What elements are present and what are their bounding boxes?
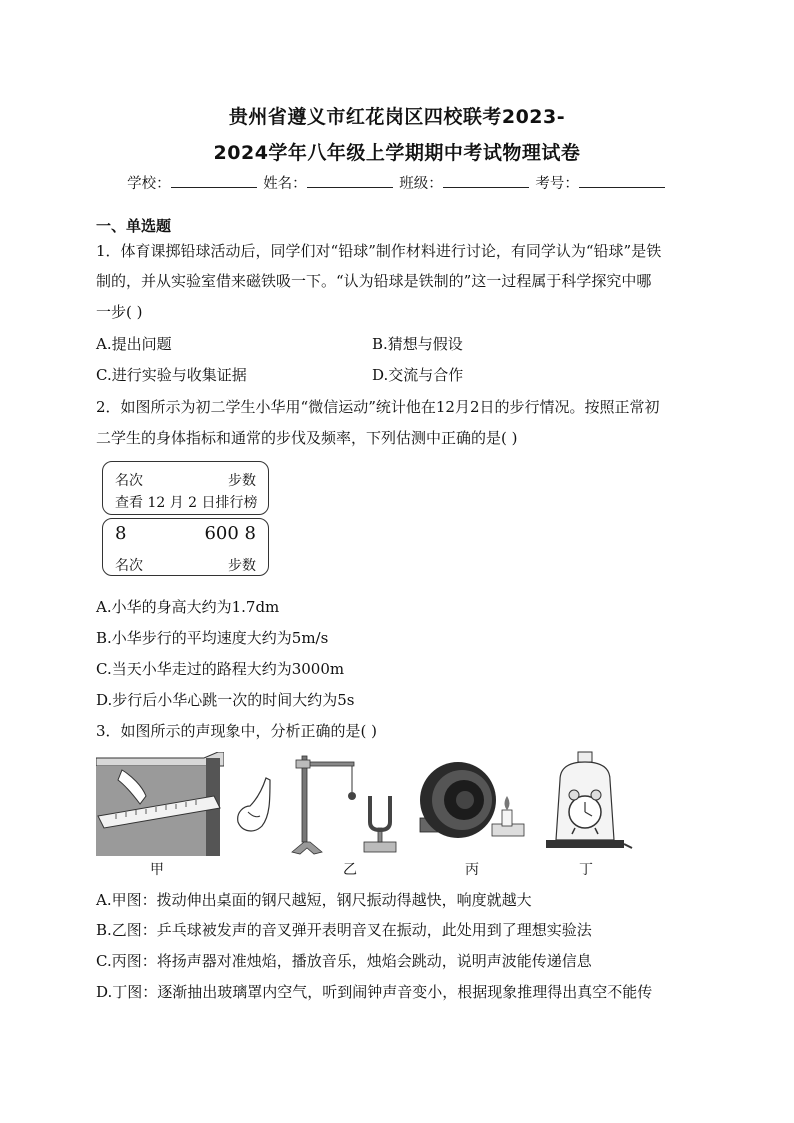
- q2-option-d: D.步行后小华心跳一次的时间大约为5s: [96, 691, 355, 709]
- q1-option-d: D.交流与合作: [372, 366, 464, 384]
- q1-option-a: A.提出问题: [96, 335, 172, 353]
- q1-option-b: B.猜想与假设: [372, 335, 463, 353]
- caption-jia: 甲: [150, 862, 164, 878]
- title-line-2: 2024学年八年级上学期期中考试物理试卷: [213, 142, 581, 164]
- name-label: 姓名：: [263, 176, 307, 192]
- caption-yi: 乙: [343, 862, 357, 878]
- q2-option-a: A.小华的身高大约为1.7dm: [96, 598, 280, 616]
- box2-steps-label: 步数: [228, 558, 256, 574]
- q1-line-2: 制的，并从实验室借来磁铁吸一下。“认为铅球是铁制的”这一过程属于科学探究中哪: [96, 272, 652, 290]
- caption-ding: 丁: [579, 862, 593, 878]
- q1-line-3: 一步( ): [96, 303, 143, 321]
- q1-line-1: 1．体育课掷铅球活动后，同学们对“铅球”制作材料进行讨论，有同学认为“铅球”是铁: [96, 242, 662, 260]
- section-heading: 一、单选题: [96, 217, 172, 235]
- box2-rank-label: 名次: [115, 558, 143, 574]
- student-info-line: [0, 172, 794, 193]
- q3-option-d: D.丁图：逐渐抽出玻璃罩内空气，听到闹钟声音变小，根据现象推理得出真空不能传: [96, 983, 653, 1001]
- exam-no-blank: [579, 173, 665, 188]
- school-blank: [171, 173, 257, 188]
- figure-ding-bell-jar-illustration: [540, 748, 636, 858]
- class-blank: [443, 173, 529, 188]
- exam-no-label: 考号：: [535, 176, 579, 192]
- title-line-1: 贵州省遵义市红花岗区四校联考2023-: [228, 106, 566, 128]
- box1-rank-label: 名次: [115, 473, 143, 489]
- figure-jia-ruler-illustration: [96, 752, 224, 856]
- figure-jia-finger-icon: [226, 776, 286, 836]
- q2-line-1: 2．如图所示为初二学生小华用“微信运动”统计他在12月2日的步行情况。按照正常初: [96, 398, 660, 416]
- ranking-box-bottom: [102, 518, 269, 576]
- q2-line-2: 二学生的身体指标和通常的步伐及频率，下列估测中正确的是( ): [96, 429, 518, 447]
- q3-option-a: A.甲图：拨动伸出桌面的钢尺越短，钢尺振动得越快，响度就越大: [96, 891, 532, 909]
- figure-yi-tuning-fork-illustration: [290, 752, 402, 858]
- q3-option-c: C.丙图：将扬声器对准烛焰，播放音乐，烛焰会跳动，说明声波能传递信息: [96, 952, 592, 970]
- rank-value: 8: [115, 523, 127, 544]
- q1-option-c: C.进行实验与收集证据: [96, 366, 247, 384]
- q2-option-b: B.小华步行的平均速度大约为5m/s: [96, 629, 329, 647]
- q2-option-c: C.当天小华走过的路程大约为3000m: [96, 660, 345, 678]
- figure-bing-speaker-candle-illustration: [418, 752, 526, 852]
- caption-bing: 丙: [465, 862, 479, 878]
- q3-option-b: B.乙图：乒乓球被发声的音叉弹开表明音叉在振动，此处用到了理想实验法: [96, 921, 592, 939]
- school-label: 学校：: [127, 176, 171, 192]
- ranking-box-top: [102, 461, 269, 515]
- view-ranking-text: 查看 12 月 2 日排行榜: [115, 495, 258, 511]
- class-label: 班级：: [399, 176, 443, 192]
- name-blank: [307, 173, 393, 188]
- q3-line-1: 3．如图所示的声现象中，分析正确的是( ): [96, 722, 378, 740]
- box1-steps-label: 步数: [228, 473, 256, 489]
- steps-value: 600 8: [204, 523, 256, 544]
